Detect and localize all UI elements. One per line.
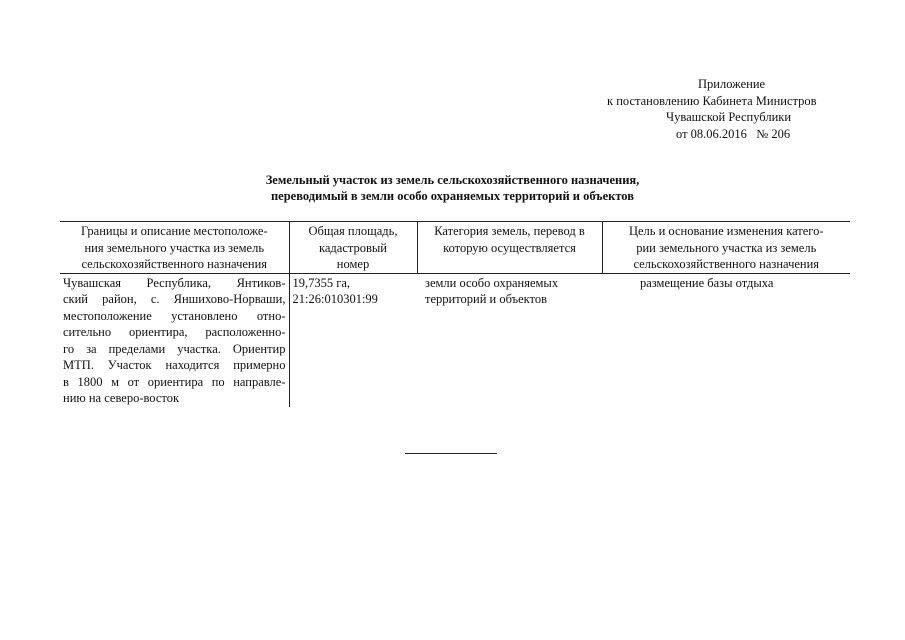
header-area-line: номер [336, 257, 370, 271]
header-location-line: сельскохозяйственного назначения [81, 257, 268, 271]
appendix-header [590, 76, 860, 142]
header-category [417, 222, 602, 274]
cell-category [417, 273, 602, 407]
cell-location [60, 273, 289, 407]
category-line: земли особо охраняемых [425, 275, 559, 290]
appendix-label: Приложение [698, 77, 766, 91]
cell-area [289, 273, 417, 407]
purpose-line: размещение базы отдыха [640, 275, 774, 290]
land-plot-table [60, 221, 850, 407]
category-line: территорий и объектов [425, 292, 547, 306]
end-separator-line [405, 453, 497, 454]
location-line: ский район, с. Яншихово-Норваши, [63, 292, 286, 306]
header-category-line: которую осуществляется [443, 240, 576, 255]
location-line: нию на северо-восток [63, 391, 180, 405]
cell-purpose [602, 273, 850, 407]
header-area-line: кадастровый [319, 240, 387, 255]
header-category-line: Категория земель, перевод в [434, 224, 585, 238]
header-purpose [602, 222, 850, 274]
document-title [150, 172, 755, 204]
header-area-line: Общая площадь, [308, 224, 398, 238]
appendix-date-number: от 08.06.2016 № 206 [676, 126, 791, 141]
location-line: Чувашская Республика, Янтиков- [63, 275, 286, 290]
location-line: сительно ориентира, расположенно- [63, 325, 286, 339]
table-row [60, 273, 850, 407]
table-header-row [60, 222, 850, 274]
appendix-republic: Чувашской Республики [666, 110, 792, 124]
header-purpose-line: Цель и основание изменения катего- [628, 224, 824, 238]
header-location-line: Границы и описание местоположе- [80, 224, 268, 238]
cadastral-number: 21:26:010301:99 [292, 292, 378, 306]
location-line: МТП. Участок находится примерно [63, 358, 286, 372]
area-line: 19,7355 га, [292, 275, 351, 290]
header-location [60, 222, 289, 274]
location-line: в 1800 м от ориентира по направле- [63, 374, 286, 389]
location-line: местоположение установлено отно- [63, 308, 286, 323]
header-purpose-line: рии земельного участка из земель [636, 240, 817, 255]
header-area [289, 222, 417, 274]
document-title-line-2: переводимый в земли особо охраняемых территорий и объектов [270, 189, 634, 203]
document-title-line-1: Земельный участок из земель сельскохозяйственного назначения, [265, 173, 640, 187]
location-line: го за пределами участка. Ориентир [63, 341, 286, 356]
header-location-line: ния земельного участка из земель [84, 240, 265, 255]
header-purpose-line: сельскохозяйственного назначения [633, 257, 820, 271]
appendix-resolution-ref: к постановлению Кабинета Министров [607, 93, 817, 108]
